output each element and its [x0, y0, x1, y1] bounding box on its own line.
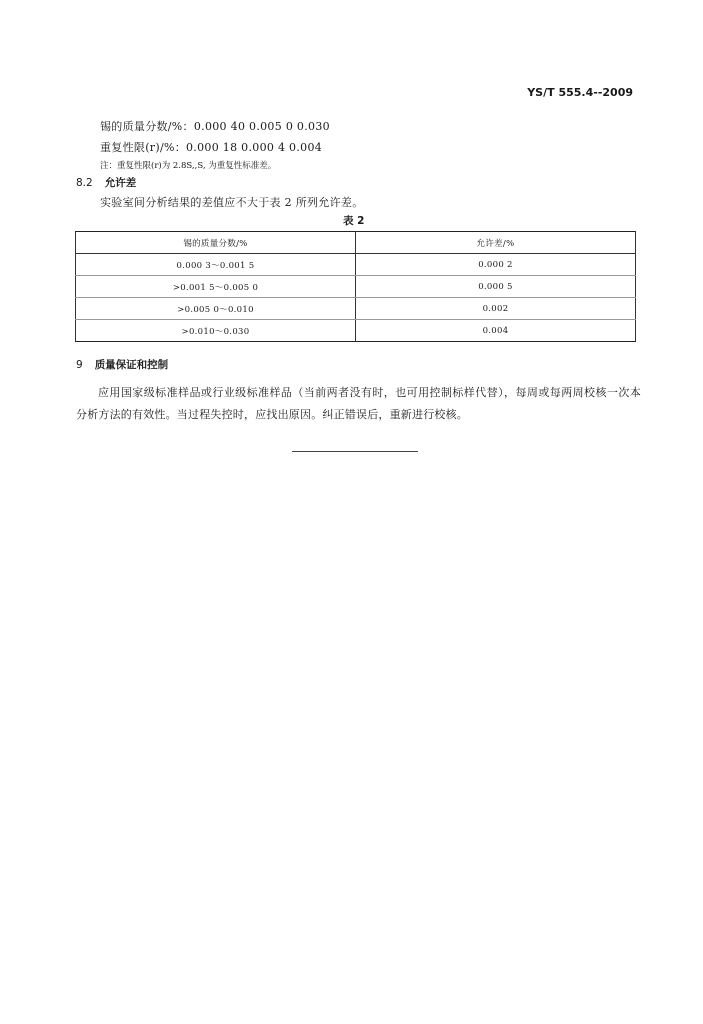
repeatability-limit-line: 重复性限(r)/%：0.000 18 0.000 4 0.004 [100, 141, 323, 154]
section-9-number: 9 [76, 359, 83, 371]
table-row [76, 320, 636, 342]
table-2-caption: 表 2 [343, 215, 365, 227]
precision-mass-fraction-line: 锡的质量分数/%：0.000 40 0.005 0 0.030 [100, 120, 330, 133]
table-row [76, 254, 636, 276]
table-header-row [76, 232, 636, 254]
table-cell-allowable-difference: 0.004 [356, 320, 636, 342]
table-cell-allowable-difference: 0.000 2 [356, 254, 636, 276]
table-cell-allowable-difference: 0.002 [356, 298, 636, 320]
document-code: YS/T 555.4--2009 [527, 86, 633, 99]
table-cell-mass-fraction: >0.005 0～0.010 [76, 298, 356, 320]
section-8-2-heading [76, 175, 136, 190]
table-cell-mass-fraction: 0.000 3～0.001 5 [76, 254, 356, 276]
end-of-document-rule [292, 451, 418, 452]
table-row [76, 298, 636, 320]
section-9-heading [76, 357, 168, 372]
section-8-2-title: 允许差 [104, 177, 137, 189]
table-cell-mass-fraction: >0.001 5～0.005 0 [76, 276, 356, 298]
column-header-allowable-difference: 允许差/% [356, 232, 636, 254]
section-8-2-text: 实验室间分析结果的差值应不大于表 2 所列允许差。 [100, 196, 364, 209]
section-9-paragraph: 应用国家级标准样品或行业级标准样品（当前两者没有时，也可用控制标样代替），每周或每两周校核一次本分析方法的有效性。当过程失控时，应找出原因。纠正错误后，重新进行校核。 [76, 386, 641, 421]
section-8-2-number: 8.2 [76, 177, 93, 189]
section-9-title: 质量保证和控制 [94, 359, 169, 371]
repeatability-note: 注：重复性限(r)为 2.8S,,S, 为重复性标准差。 [100, 161, 277, 171]
table-cell-allowable-difference: 0.000 5 [356, 276, 636, 298]
table-cell-mass-fraction: >0.010～0.030 [76, 320, 356, 342]
allowable-difference-table [75, 231, 636, 342]
column-header-tin-mass-fraction: 锡的质量分数/% [76, 232, 356, 254]
table-row [76, 276, 636, 298]
